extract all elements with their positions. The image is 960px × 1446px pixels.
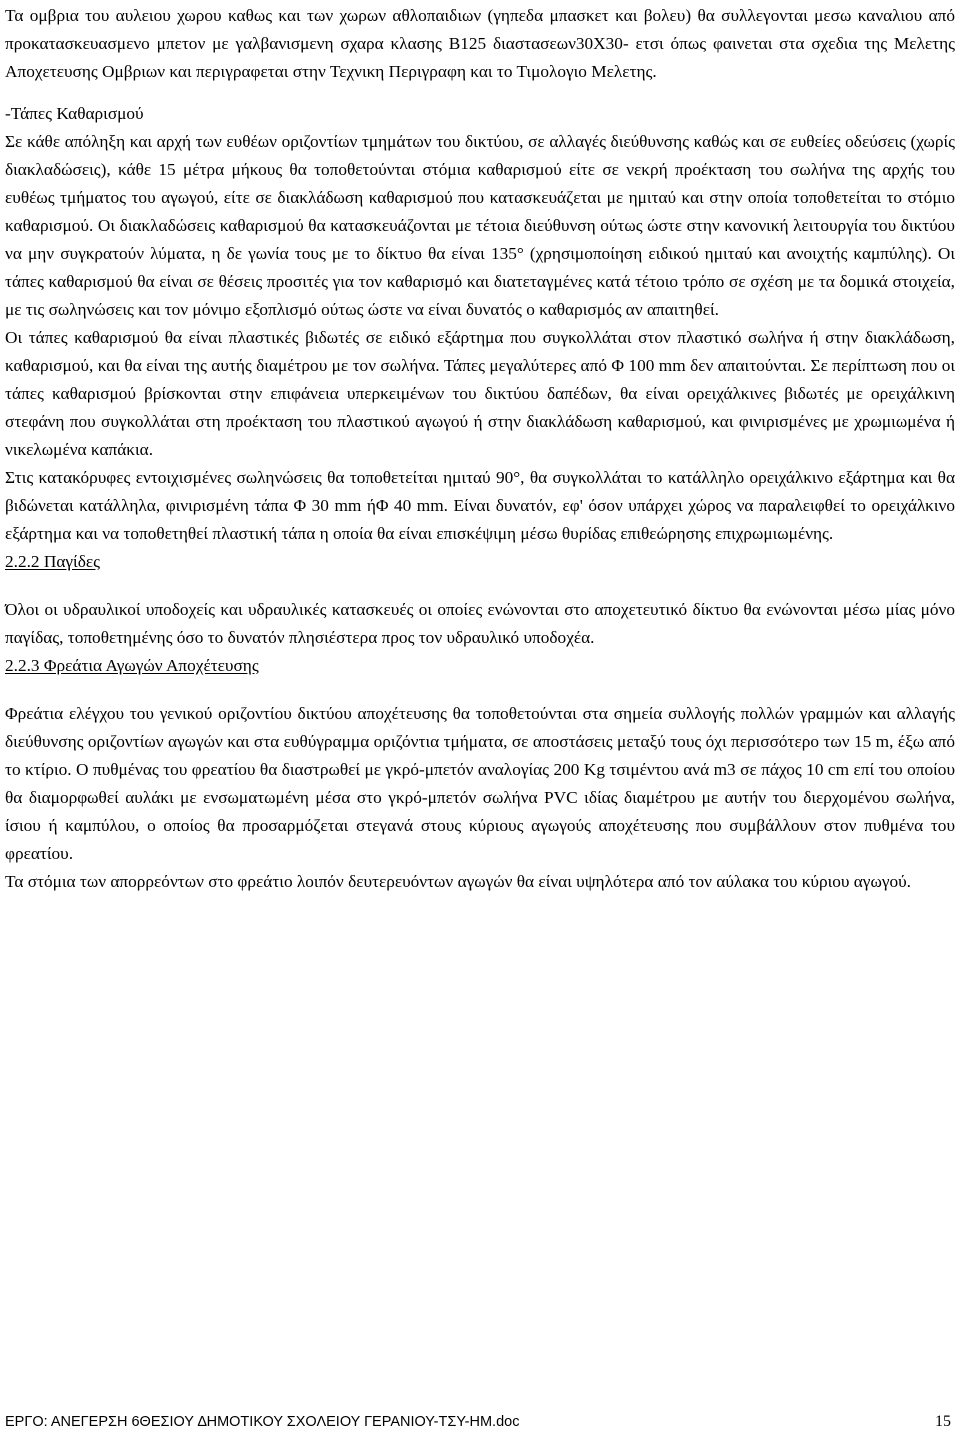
manholes-paragraph-2: Τα στόμια των απορρεόντων στο φρεάτιο λοιπόν δευτερευόντων αγωγών θα είναι υψηλότερα από τον αύλακα του κύριου αγωγού.	[5, 872, 911, 891]
footer-project-title: ΕΡΓΟ: ΑΝΕΓΕΡΣΗ 6ΘΕΣΙΟΥ ∆ΗΜΟΤΙΚΟΥ ΣΧΟΛΕΙΟΥ ΓΕΡΑΝΙΟΥ-ΤΣΥ-ΗΜ.doc	[5, 1414, 520, 1430]
page-footer	[5, 1408, 951, 1436]
traps-paragraph: Όλοι οι υδραυλικοί υποδοχείς και υδραυλικές κατασκευές οι οποίες ενώνονται στο αποχετευτικό δίκτυο θα ενώνονται μέσω μίας μόνο παγίδας, τοποθετημένης όσο το δυνατόν πλησιέστερα προς τον υδραυλικό υποδοχέα.	[5, 600, 955, 647]
cleanout-paragraph-3: Στις κατακόρυφες εντοιχισμένες σωληνώσεις θα τοποθετείται ημιταύ 90°, θα συγκολλάται το κατάλληλο ορειχάλκινο εξάρτημα και θα βιδώνεται κατάλληλα, φινιρισμένη τάπα Φ 30 mm ήΦ 40 mm. Είναι δυνατόν, εφ' όσον υπάρχει χώρος να παραλειφθεί το ορειχάλκινο εξάρτημα και να τοποθετηθεί πλαστική τάπα η οποία θα είναι επισκέψιμη μέσω θυρίδας επιθεώρησης επιχρωμιωμένης.	[5, 468, 955, 543]
cleanout-paragraph-2: Οι τάπες καθαρισμού θα είναι πλαστικές βιδωτές σε ειδικό εξάρτημα που συγκολλάται στον πλαστικό σωλήνα ή στην διακλάδωση, καθαρισμού, και θα είναι της αυτής διαμέτρου με τον σωλήνα. Τάπες μεγαλύτερες από Φ 100 mm δεν απαιτούνται. Σε περίπτωση που οι τάπες καθαρισμού βρίσκονται στην επιφάνεια υπερκειμένων του δικτύου δαπέδων, θα είναι ορειχάλκινες βιδωτές με ορειχάλκινη στεφάνη που συγκολλάται στη προέκταση του πλαστικού αγωγού ή στην διακλάδωση καθαρισμού, και φινιρισμένες με χρωμιωμένα ή νικελωμένα καπάκια.	[5, 328, 955, 459]
cleanout-heading: -Τάπες Καθαρισμού	[5, 104, 144, 123]
traps-section-heading: 2.2.2 Παγίδες	[5, 552, 100, 571]
cleanout-paragraph-1: Σε κάθε απόληξη και αρχή των ευθέων οριζοντίων τμημάτων του δικτύου, σε αλλαγές διεύθυνσης καθώς και σε ευθείες οδεύσεις (χωρίς διακλαδώσεις), κάθε 15 μέτρα μήκους θα τοποθετούνται στόμια καθαρισμού είτε σε νεκρή προέκταση του σωλήνα της αρχής του ευθέως τμήματος του αγωγού, είτε σε διακλάδωση καθαρισμού που κατασκευάζεται με ημιταύ και στην οποία τοποθετείται το στόμιο καθαρισμού. Οι διακλαδώσεις καθαρισμού θα κατασκευάζονται με τέτοια διεύθυνση ούτως ώστε στην κανονική λειτουργία του δικτύου να μην συγκρατούν λύματα, η δε γωνία τους με το δίκτυο θα είναι 135° (χρησιμοποίηση ειδικού ημιταύ και ανοιχτής καμπύλης). Οι τάπες καθαρισμού θα είναι σε θέσεις προσιτές για τον καθαρισμό και διατεταγμένες κατά τέτοιο τρόπο σε σχέση με τα δομικά στοιχεία, με τις σωληνώσεις και τον μόνιμο εξοπλισμό ούτως ώστε να είναι δυνατός ο καθαρισμός αν απαιτηθεί.	[5, 132, 955, 319]
document-body	[5, 2, 955, 896]
manholes-paragraph-1: Φρεάτια ελέγχου του γενικού οριζοντίου δικτύου αποχέτευσης θα τοποθετούνται στα σημεία συλλογής πολλών γραμμών και αλλαγής διεύθυνσης οριζοντίων αγωγών και στα ευθύγραμμα οριζόντια τμήματα, σε αποστάσεις μεταξύ τους όχι περισσότερο των 15 m, έξω από το κτίριο. Ο πυθμένας του φρεατίου θα διαστρωθεί με γκρό-μπετόν αναλογίας 200 Kg τσιμέντου ανά m3 σε πάχος 10 cm επί του οποίου θα διαμορφωθεί αυλάκι με ενσωματωμένη μέσα στο γκρό-μπετόν σωλήνα PVC ιδίας διαμέτρου με αυτήν του διερχομένου σωλήνα, ίσιου ή καμπύλου, ο οποίος θα προσαρμόζεται στεγανά στους κύριους αγωγούς αποχέτευσης που συμβάλλουν στον πυθμένα του φρεατίου.	[5, 704, 955, 863]
intro-paragraph: Τα ομβρια του αυλειου χωρου καθως και των χωρων αθλοπαιδιων (γηπεδα μπασκετ και βολευ) θα συλλεγονται μεσω καναλιου από προκατασκευασμενο μπετον με γαλβανισμενη σχαρα κλασης Β125 διαστασεων30Χ30- ετσι όπως φαινεται στα σχεδια της Μελετης Αποχετευσης Ομβριων και περιγραφεται στην Τεχνικη Περιγραφη και το Τιμολογιο Μελετης.	[5, 6, 955, 81]
manholes-section-heading: 2.2.3 Φρεάτια Αγωγών Αποχέτευσης	[5, 656, 259, 675]
page-number: 15	[935, 1413, 951, 1430]
